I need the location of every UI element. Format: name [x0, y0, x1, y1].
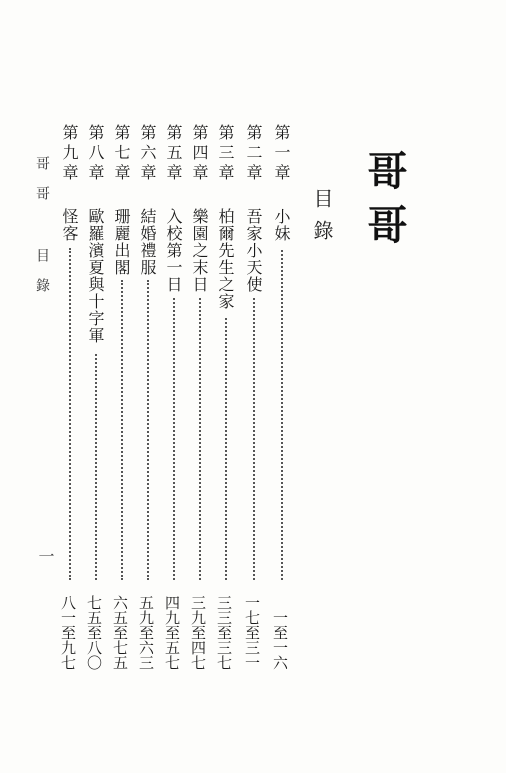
chapter-number: 第八章 [86, 124, 105, 184]
chapter-number: 第一章 [272, 124, 291, 184]
chapter-pages: 三九至四七 [189, 595, 207, 670]
toc-entry-6 [136, 124, 162, 670]
chapter-pages: 七五至八〇 [85, 595, 103, 670]
chapter-title: 柏爾先生之家 [216, 208, 235, 310]
running-head: 哥哥 目錄 [34, 156, 50, 308]
chapter-pages: 六五至七五 [111, 595, 129, 670]
book-title: 哥哥 [361, 150, 408, 258]
chapter-title: 樂園之末日 [190, 208, 209, 293]
chapter-title: 歐羅濱夏與十字軍 [86, 208, 105, 344]
chapter-number: 第六章 [138, 124, 157, 184]
chapter-number: 第五章 [164, 124, 183, 184]
toc-entry-5 [162, 124, 188, 670]
toc-entry-3 [214, 124, 240, 670]
chapter-title: 結婚禮服 [138, 208, 157, 276]
dot-leader [147, 280, 149, 580]
dot-leader [225, 318, 227, 580]
dot-leader [173, 298, 175, 580]
chapter-title: 怪客 [60, 208, 79, 242]
dot-leader [95, 354, 97, 580]
chapter-number: 第九章 [60, 124, 79, 184]
chapter-pages: 一七至三一 [243, 595, 261, 670]
chapter-pages: 五九至六三 [137, 595, 155, 670]
page-folio: 一 [36, 548, 55, 564]
chapter-title: 小妹 [272, 208, 291, 242]
toc-entry-8 [84, 124, 110, 670]
dot-leader [121, 280, 123, 580]
toc-heading: 目錄 [310, 188, 334, 252]
dot-leader [253, 298, 255, 580]
chapter-title: 入校第一日 [164, 208, 183, 293]
chapter-title: 吾家小天使 [244, 208, 263, 293]
dot-leader [281, 250, 283, 580]
chapter-title: 珊麗出閣 [112, 208, 131, 276]
toc-entry-4 [188, 124, 214, 670]
toc-entry-7 [110, 124, 136, 670]
chapter-number: 第四章 [190, 124, 209, 184]
chapter-number: 第三章 [216, 124, 235, 184]
chapter-number: 第二章 [244, 124, 263, 184]
dot-leader [199, 298, 201, 580]
chapter-pages: 三三至三七 [215, 595, 233, 670]
toc-entry-9 [58, 124, 84, 670]
chapter-pages: 八一至九七 [59, 595, 77, 670]
chapter-pages: 四九至五七 [163, 595, 181, 670]
dot-leader [69, 248, 71, 580]
toc-entry-1 [270, 124, 296, 670]
chapter-pages: 一至一六 [271, 610, 289, 670]
toc-entry-2 [242, 124, 268, 670]
chapter-number: 第七章 [112, 124, 131, 184]
